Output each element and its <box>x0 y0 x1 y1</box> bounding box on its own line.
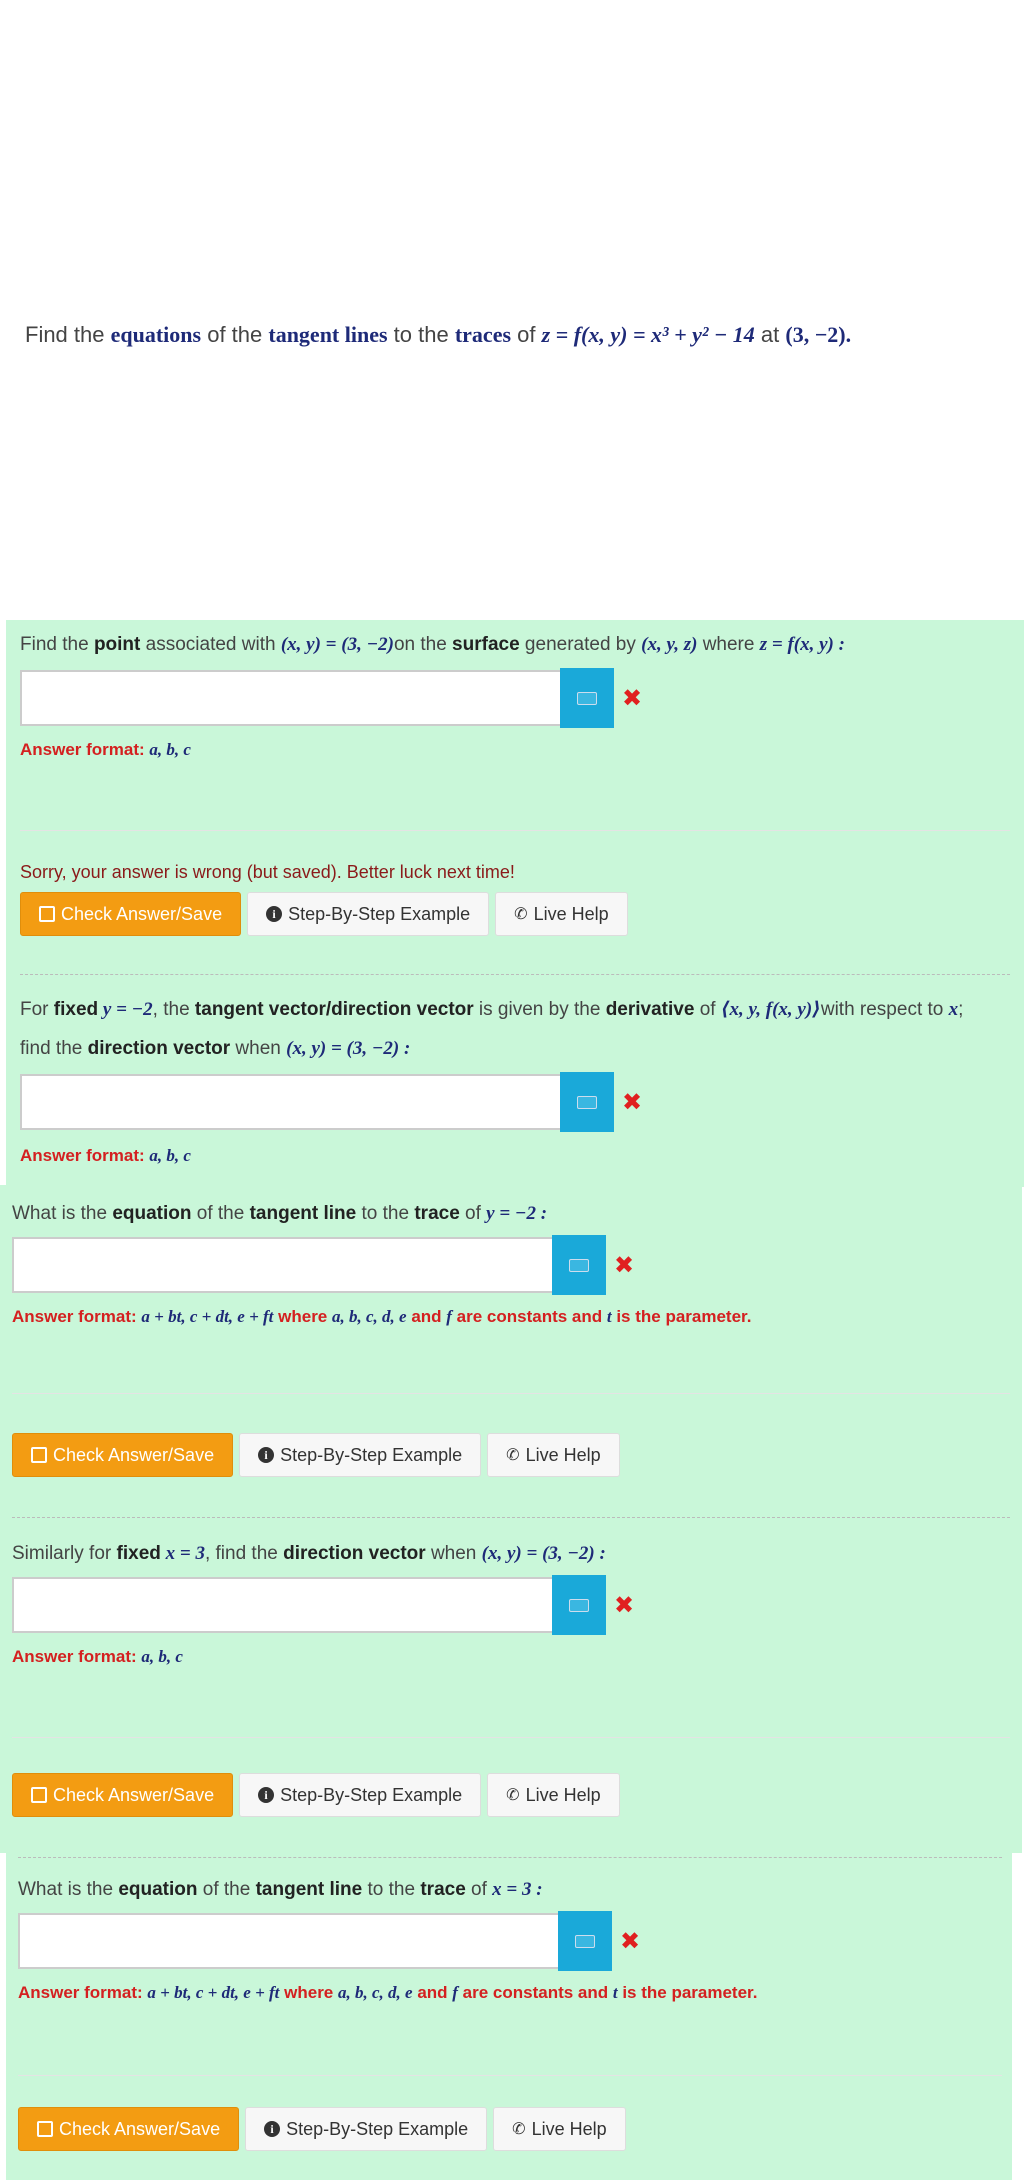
phone-icon: ✆ <box>506 1787 520 1804</box>
answer-4-input[interactable] <box>12 1577 552 1633</box>
dashed-divider <box>18 1857 1002 1858</box>
answer-format-5: Answer format: a + bt, c + dt, e + ft where a, b, c, d, e and f are constants and t is the parameter. <box>18 1983 758 2002</box>
given-point: (3, −2). <box>785 322 852 347</box>
question-5-text: What is the equation of the tangent line to the trace of x = 3 : <box>18 1879 543 1900</box>
question-2-text: For fixed y = −2, the tangent vector/direction vector is given by the derivative of ⟨x, y, f(x, y)⟩with respect to x; <box>20 999 964 1020</box>
question-2-text-line2: find the direction vector when (x, y) = (3, −2) : <box>20 1038 411 1059</box>
answer-format-2: Answer format: a, b, c <box>20 1146 191 1165</box>
info-circle-icon: i <box>264 2121 280 2137</box>
x-mark-icon: ✖ <box>614 1251 635 1279</box>
answer-2-input[interactable] <box>20 1074 560 1130</box>
answer-2 <box>20 1072 642 1132</box>
text: at <box>754 322 786 347</box>
divider <box>20 830 1010 831</box>
keyboard-icon[interactable] <box>560 668 614 728</box>
answer-3-input[interactable] <box>12 1237 552 1293</box>
keyboard-icon[interactable] <box>552 1575 606 1635</box>
floppy-disk-icon <box>31 1787 47 1803</box>
question-panel-1 <box>6 620 1024 1187</box>
keyword-tangent-lines: tangent lines <box>268 322 388 347</box>
keyword-traces: traces <box>454 322 512 347</box>
feedback-message: Sorry, your answer is wrong (but saved). Better luck next time! <box>20 862 515 882</box>
keyboard-icon[interactable] <box>560 1072 614 1132</box>
live-help-button[interactable]: ✆ Live Help <box>493 2107 625 2151</box>
floppy-disk-icon <box>37 2121 53 2137</box>
live-help-button[interactable]: ✆ Live Help <box>487 1433 619 1477</box>
answer-5 <box>18 1911 640 1971</box>
question-panel-2 <box>0 1185 1022 1853</box>
button-row-3 <box>12 1433 620 1477</box>
text: Find the <box>25 322 111 347</box>
divider <box>12 1737 1010 1738</box>
live-help-button[interactable]: ✆ Live Help <box>495 892 627 936</box>
keyboard-icon[interactable] <box>558 1911 612 1971</box>
step-by-step-button[interactable]: i Step-By-Step Example <box>245 2107 487 2151</box>
phone-icon: ✆ <box>512 2121 526 2138</box>
button-row-4 <box>12 1773 620 1817</box>
answer-format-4: Answer format: a, b, c <box>12 1647 183 1666</box>
x-mark-icon: ✖ <box>620 1927 641 1955</box>
x-mark-icon: ✖ <box>622 1088 643 1116</box>
check-answer-button[interactable]: Check Answer/Save <box>20 892 241 936</box>
text: of <box>511 322 542 347</box>
answer-5-input[interactable] <box>18 1913 558 1969</box>
phone-icon: ✆ <box>506 1447 520 1464</box>
keyboard-icon[interactable] <box>552 1235 606 1295</box>
text: of the <box>201 322 269 347</box>
info-circle-icon: i <box>266 906 282 922</box>
floppy-disk-icon <box>31 1447 47 1463</box>
floppy-disk-icon <box>39 906 55 922</box>
step-by-step-button[interactable]: i Step-By-Step Example <box>239 1773 481 1817</box>
button-row-1 <box>20 892 628 936</box>
check-answer-button[interactable]: Check Answer/Save <box>18 2107 239 2151</box>
check-answer-button[interactable]: Check Answer/Save <box>12 1773 233 1817</box>
question-1-text: Find the point associated with (x, y) = (3, −2)on the surface generated by (x, y, z) where z = f(x, y) : <box>20 634 845 655</box>
divider <box>12 1393 1010 1394</box>
function-formula: z = f(x, y) = x³ + y² − 14 <box>541 322 755 347</box>
divider <box>18 2075 1002 2076</box>
button-row-5 <box>18 2107 626 2151</box>
x-mark-icon: ✖ <box>622 684 643 712</box>
answer-4 <box>12 1575 634 1635</box>
dashed-divider <box>12 1517 1010 1518</box>
problem-statement <box>25 322 1005 348</box>
answer-format-1: Answer format: a, b, c <box>20 740 191 759</box>
text: to the <box>387 322 455 347</box>
keyword-equations: equations <box>110 322 202 347</box>
question-4-text: Similarly for fixed x = 3, find the direction vector when (x, y) = (3, −2) : <box>12 1543 606 1564</box>
x-mark-icon: ✖ <box>614 1591 635 1619</box>
answer-1 <box>20 668 642 728</box>
check-answer-button[interactable]: Check Answer/Save <box>12 1433 233 1477</box>
answer-format-3: Answer format: a + bt, c + dt, e + ft where a, b, c, d, e and f are constants and t is the parameter. <box>12 1307 752 1326</box>
answer-1-input[interactable] <box>20 670 560 726</box>
live-help-button[interactable]: ✆ Live Help <box>487 1773 619 1817</box>
info-circle-icon: i <box>258 1787 274 1803</box>
question-panel-3 <box>6 1851 1012 2180</box>
question-3-text: What is the equation of the tangent line to the trace of y = −2 : <box>12 1203 548 1224</box>
answer-3 <box>12 1235 634 1295</box>
step-by-step-button[interactable]: i Step-By-Step Example <box>239 1433 481 1477</box>
dashed-divider <box>20 974 1010 975</box>
phone-icon: ✆ <box>514 906 528 923</box>
step-by-step-button[interactable]: i Step-By-Step Example <box>247 892 489 936</box>
info-circle-icon: i <box>258 1447 274 1463</box>
